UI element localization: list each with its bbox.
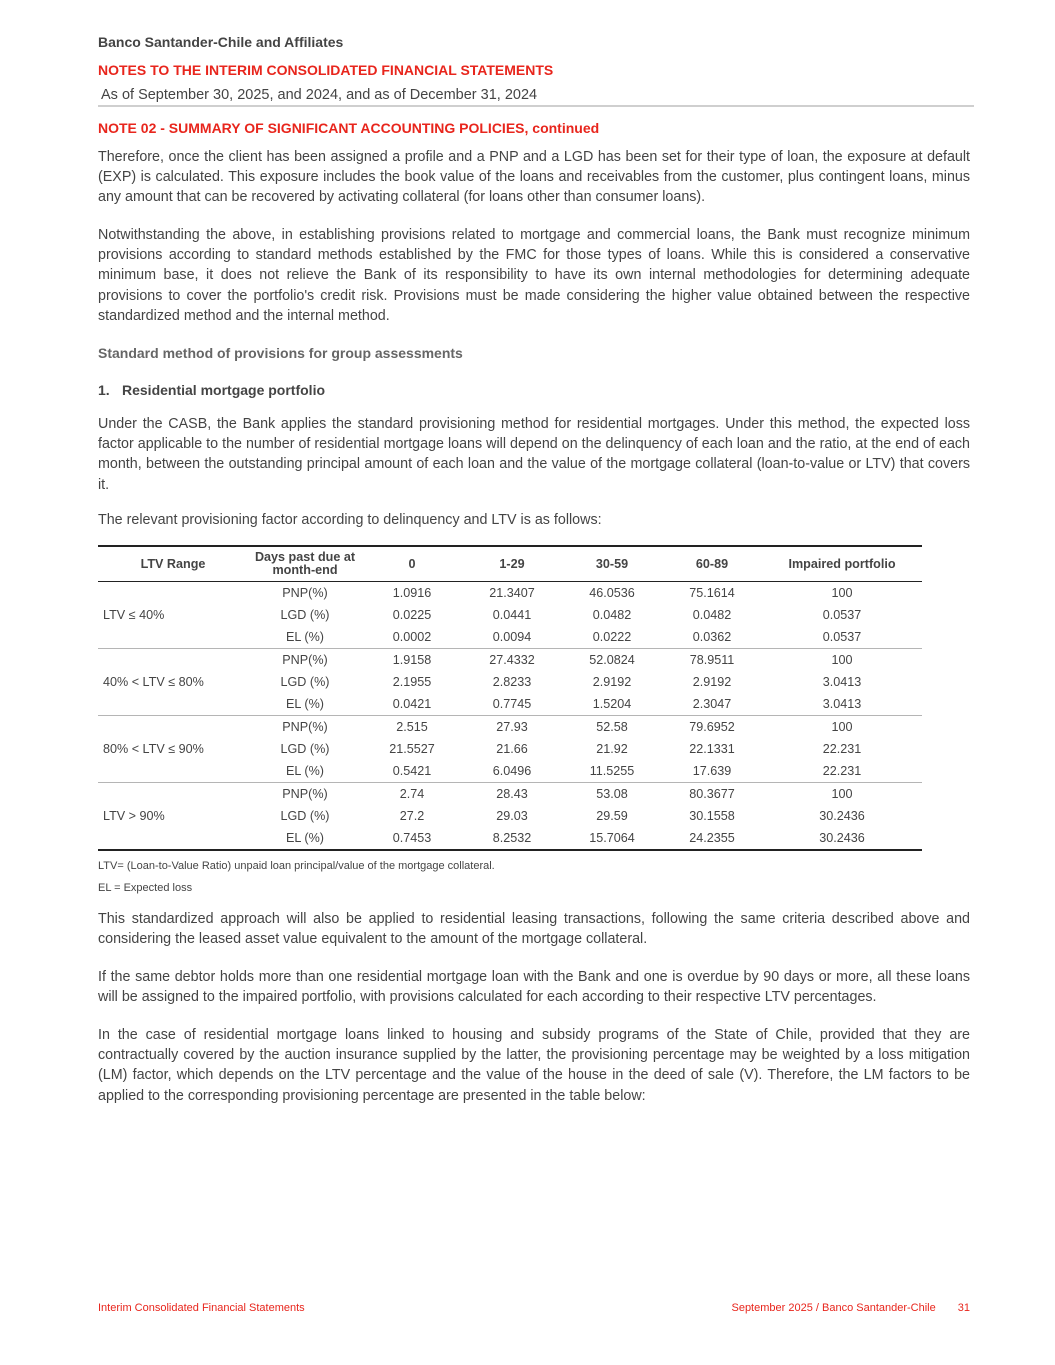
metric-cell: PNP(%) xyxy=(248,783,362,806)
header-1-29: 1-29 xyxy=(462,546,562,582)
section-label: Residential mortgage portfolio xyxy=(122,382,326,398)
note-title: NOTE 02 - SUMMARY OF SIGNIFICANT ACCOUNTING POLICIES, continued xyxy=(98,120,600,136)
value-cell: 100 xyxy=(762,716,922,739)
value-cell: 0.7745 xyxy=(492,697,532,711)
ltv-range-cell: LTV > 90% xyxy=(98,783,248,851)
metric-cell: LGD (%) xyxy=(280,809,330,823)
value-cell: 21.92 xyxy=(596,742,628,756)
value-cell: 21.3407 xyxy=(489,586,535,600)
table-row xyxy=(98,783,922,806)
value-cell: 17.639 xyxy=(692,764,732,778)
value-cell: 6.0496 xyxy=(492,764,532,778)
footnote-el: EL = Expected loss xyxy=(98,882,193,894)
metric-cell: PNP(%) xyxy=(248,649,362,672)
company-name: Banco Santander-Chile and Affiliates xyxy=(98,34,344,50)
value-cell: 21.5527 xyxy=(389,742,435,756)
value-cell: 1.5204 xyxy=(592,697,632,711)
value-cell: 0.0002 xyxy=(392,630,432,644)
section-number: 1. xyxy=(98,382,110,398)
metric-cell: LGD (%) xyxy=(280,675,330,689)
value-cell: 100 xyxy=(762,783,922,806)
header-30-59: 30-59 xyxy=(562,546,662,582)
value-cell: 1.9158 xyxy=(362,649,462,672)
value-cell: 8.2532 xyxy=(492,831,532,845)
metric-cell: PNP(%) xyxy=(282,586,328,600)
value-cell: 100 xyxy=(762,649,922,672)
paragraph-subsidy: In the case of residential mortgage loans linked to housing and subsidy programs of the State of Chile, provided that they are contractually covered by the auction insurance supplied by the latter, the provisioning percentage may be weighted by a loss mitigation (LM) factor, which depends on the LTV percentage and the value of the house in the deed of sale (V). Therefore, the LM factors to be applied to the corresponding provisioning percentage are presented in the table below: xyxy=(98,1027,970,1104)
value-cell: 3.0413 xyxy=(822,675,862,689)
value-cell: 15.7064 xyxy=(589,831,635,845)
value-cell: 28.43 xyxy=(462,783,562,806)
value-cell: 29.59 xyxy=(596,809,628,823)
value-cell: 0.0222 xyxy=(592,630,632,644)
section-heading-standard-method: Standard method of provisions for group assessments xyxy=(98,345,463,361)
footer-info xyxy=(731,1302,970,1314)
footer-document-name: Interim Consolidated Financial Statements xyxy=(98,1302,305,1314)
metric-cell: EL (%) xyxy=(285,630,325,644)
value-cell: 0.0482 xyxy=(692,608,732,622)
ltv-range-cell: LTV ≤ 40% xyxy=(103,608,165,622)
value-cell: 0.0537 xyxy=(822,630,862,644)
value-cell: 22.1331 xyxy=(689,742,735,756)
table-row xyxy=(98,716,922,739)
value-cell: 100 xyxy=(831,586,853,600)
value-cell: 22.231 xyxy=(822,742,862,756)
ltv-range-cell: 40% < LTV ≤ 80% xyxy=(98,649,248,716)
metric-cell: EL (%) xyxy=(285,697,325,711)
value-cell: 2.1955 xyxy=(392,675,432,689)
value-cell: 30.2436 xyxy=(819,809,865,823)
value-cell: 75.1614 xyxy=(689,586,735,600)
value-cell: 30.1558 xyxy=(689,809,735,823)
value-cell: 11.5255 xyxy=(589,764,635,778)
value-cell: 29.03 xyxy=(496,809,528,823)
footer-bank: Banco Santander-Chile xyxy=(822,1302,936,1314)
metric-cell: LGD (%) xyxy=(280,608,330,622)
value-cell: 2.9192 xyxy=(692,675,732,689)
value-cell: 2.515 xyxy=(362,716,462,739)
header-impaired: Impaired portfolio xyxy=(762,546,922,582)
value-cell: 2.8233 xyxy=(492,675,532,689)
value-cell: 80.3677 xyxy=(662,783,762,806)
value-cell: 0.0421 xyxy=(392,697,432,711)
value-cell: 0.7453 xyxy=(392,831,432,845)
paragraph-casb: Under the CASB, the Bank applies the standard provisioning method for residential mortgages. Under this method, the expected loss factor applicable to the number of residential mortgage loans will depend on the delinquency of each loan and the ratio, at the end of each month, between the outstanding principal amount of each loan and the value of the mortgage collateral (loan-to-value or LTV) that covers it. xyxy=(98,416,970,493)
value-cell: 2.74 xyxy=(362,783,462,806)
value-cell: 0.0482 xyxy=(592,608,632,622)
header-divider xyxy=(98,105,974,107)
value-cell: 52.58 xyxy=(562,716,662,739)
value-cell: 0.0362 xyxy=(692,630,732,644)
header-60-89: 60-89 xyxy=(662,546,762,582)
header-days-past-due: Days past due at month-end xyxy=(248,546,362,582)
value-cell: 2.3047 xyxy=(692,697,732,711)
value-cell: 0.0225 xyxy=(392,608,432,622)
value-cell: 0.5421 xyxy=(392,764,432,778)
paragraph-leasing: This standardized approach will also be applied to residential leasing transactions, following the same criteria described above and considering the leased asset value equivalent to the amount of the mortgage collateral. xyxy=(98,911,970,948)
value-cell: 78.9511 xyxy=(662,649,762,672)
value-cell: 46.0536 xyxy=(589,586,635,600)
page-number: 31 xyxy=(957,1302,970,1314)
value-cell: 79.6952 xyxy=(662,716,762,739)
footnote-ltv: LTV= (Loan-to-Value Ratio) unpaid loan principal/value of the mortgage collateral. xyxy=(98,860,495,872)
value-cell: 24.2355 xyxy=(689,831,735,845)
table-row xyxy=(98,649,922,672)
value-cell: 27.2 xyxy=(399,809,425,823)
value-cell: 52.0824 xyxy=(562,649,662,672)
paragraph-impaired: If the same debtor holds more than one residential mortgage loan with the Bank and one is overdue by 90 days or more, all these loans will be assigned to the impaired portfolio, with provisions calculated for each according to their respective LTV percentages. xyxy=(98,969,970,1006)
value-cell: 0.0537 xyxy=(822,608,862,622)
value-cell: 30.2436 xyxy=(819,831,865,845)
value-cell: 2.9192 xyxy=(592,675,632,689)
value-cell: 27.4332 xyxy=(462,649,562,672)
table-row xyxy=(98,582,922,605)
paragraph-table-intro: The relevant provisioning factor according to delinquency and LTV is as follows: xyxy=(98,512,602,528)
metric-cell: PNP(%) xyxy=(248,716,362,739)
value-cell: 0.0094 xyxy=(492,630,532,644)
header-0: 0 xyxy=(362,546,462,582)
value-cell: 27.93 xyxy=(462,716,562,739)
provisioning-factor-table xyxy=(98,545,922,851)
header-ltv-range: LTV Range xyxy=(98,546,248,582)
value-cell: 53.08 xyxy=(562,783,662,806)
document-title: NOTES TO THE INTERIM CONSOLIDATED FINANCIAL STATEMENTS xyxy=(98,62,554,78)
section-heading-residential xyxy=(98,382,325,398)
document-date: As of September 30, 2025, and 2024, and as of December 31, 2024 xyxy=(101,87,538,103)
metric-cell: LGD (%) xyxy=(280,742,330,756)
metric-cell: EL (%) xyxy=(285,764,325,778)
paragraph-minimum-provisions: Notwithstanding the above, in establishing provisions related to mortgage and commercial loans, the Bank must recognize minimum provisions according to standard methods established by the FMC for those types of loans. While this is considered a conservative minimum base, it does not relieve the Bank of its responsibility to have its own internal methodologies for determining adequate provisions to cover the portfolio's credit risk. Provisions must be made considering the higher value obtained between the respective standardized method and the internal method. xyxy=(98,227,970,324)
value-cell: 1.0916 xyxy=(392,586,432,600)
ltv-range-cell: 80% < LTV ≤ 90% xyxy=(98,716,248,783)
value-cell: 0.0441 xyxy=(492,608,532,622)
metric-cell: EL (%) xyxy=(285,831,325,845)
table-header-row xyxy=(98,546,922,582)
value-cell: 21.66 xyxy=(496,742,528,756)
value-cell: 22.231 xyxy=(822,764,862,778)
paragraph-exposure: Therefore, once the client has been assigned a profile and a PNP and a LGD has been set for their type of loan, the exposure at default (EXP) is calculated. This exposure includes the book value of the loans and receivables from the customer, plus contingent loans, minus any amount that can be recovered by activating collateral (for loans other than consumer loans). xyxy=(98,149,970,206)
footer-date: September 2025 / xyxy=(731,1302,819,1314)
value-cell: 3.0413 xyxy=(822,697,862,711)
